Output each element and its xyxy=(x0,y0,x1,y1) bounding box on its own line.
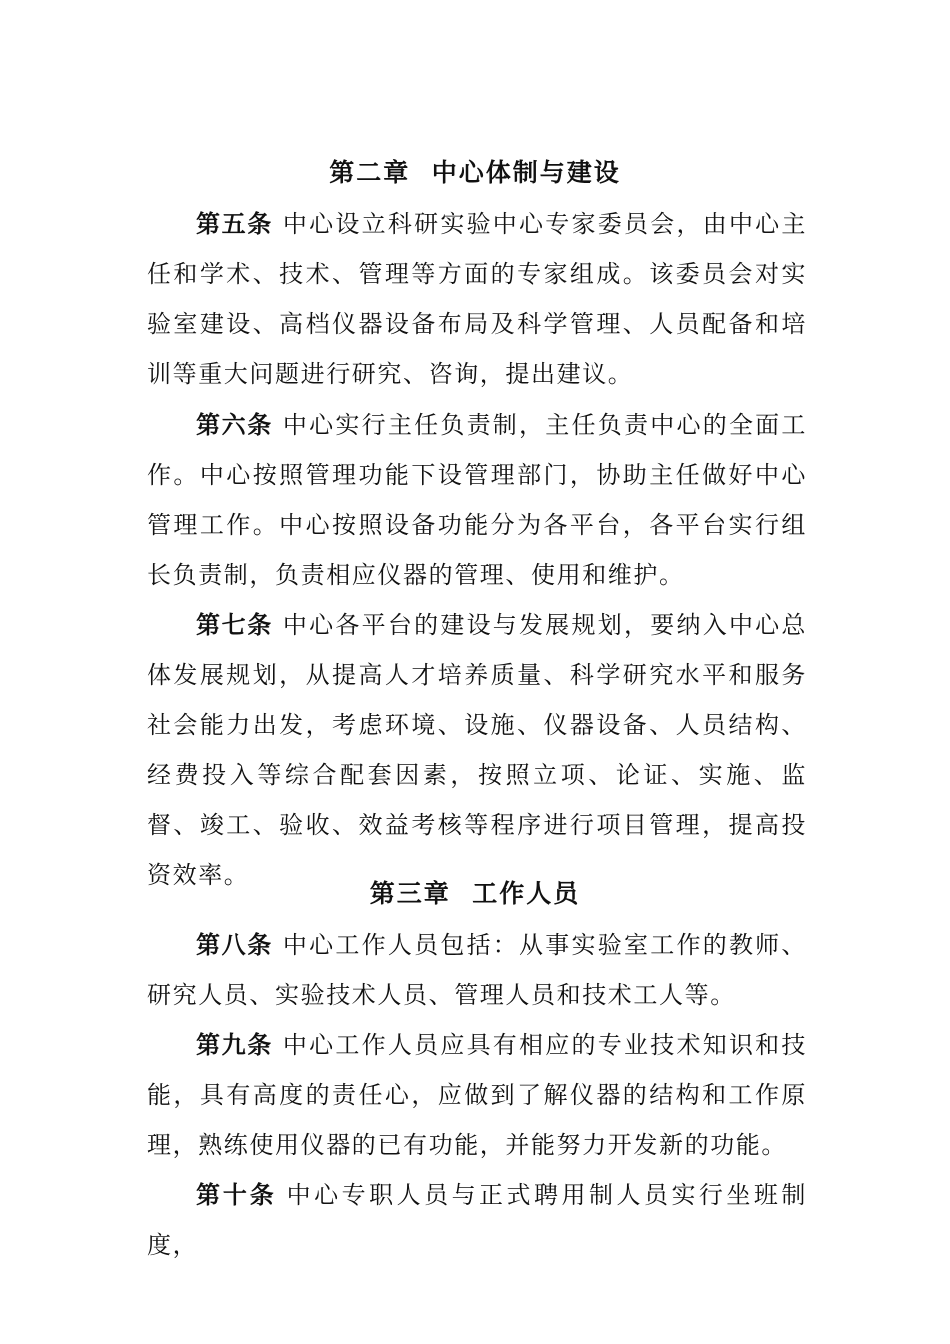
article-6 xyxy=(147,400,807,600)
article-label: 第五条 xyxy=(196,210,273,238)
article-9 xyxy=(147,1020,807,1170)
article-text: 中心实行主任负责制，主任负责中心的全面工作。中心按照管理功能下设管理部门，协助主任做好中心管理工作。中心按照设备功能分为各平台，各平台实行组长负责制，负责相应仪器的管理、使用和维护。 xyxy=(147,411,808,589)
article-label: 第九条 xyxy=(196,1031,273,1059)
article-text: 中心各平台的建设与发展规划，要纳入中心总体发展规划，从提高人才培养质量、科学研究水平和服务社会能力出发，考虑环境、设施、仪器设备、人员结构、经费投入等综合配套因素，按照立项、论证、实施、监督、竣工、验收、效益考核等程序进行项目管理，提高投资效率。 xyxy=(147,611,808,889)
article-5 xyxy=(147,199,807,399)
article-label: 第八条 xyxy=(196,931,273,959)
chapter-heading: 第二章 中心体制与建设 xyxy=(329,158,621,187)
article-label: 第六条 xyxy=(196,411,273,439)
chapter-heading: 第三章 工作人员 xyxy=(369,879,581,908)
article-7 xyxy=(147,600,807,900)
article-8 xyxy=(147,920,807,1020)
article-text: 中心专职人员与正式聘用制人员实行坐班制度， xyxy=(147,1181,807,1259)
article-label: 第七条 xyxy=(196,611,273,639)
article-text: 中心工作人员应具有相应的专业技术知识和技能，具有高度的责任心，应做到了解仪器的结构和工作原理，熟练使用仪器的已有功能，并能努力开发新的功能。 xyxy=(147,1031,808,1159)
article-10 xyxy=(147,1170,807,1270)
article-text: 中心设立科研实验中心专家委员会，由中心主任和学术、技术、管理等方面的专家组成。该委员会对实验室建设、高档仪器设备布局及科学管理、人员配备和培训等重大问题进行研究、咨询，提出建议。 xyxy=(147,210,808,388)
article-label: 第十条 xyxy=(196,1181,277,1209)
article-text: 中心工作人员包括：从事实验室工作的教师、研究人员、实验技术人员、管理人员和技术工人等。 xyxy=(147,931,808,1009)
